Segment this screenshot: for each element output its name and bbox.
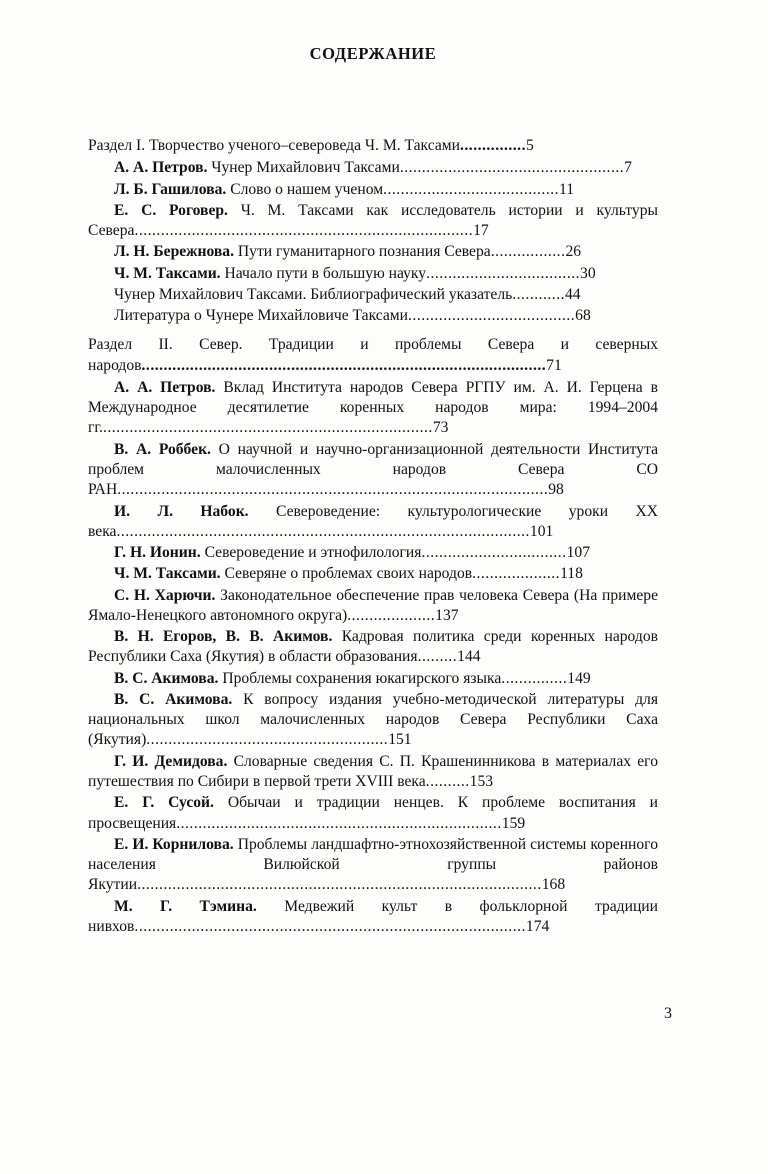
toc-entry[interactable] (88, 627, 658, 668)
folio-page-number: 3 (664, 1005, 672, 1022)
toc-entry-title: Кадровая политика среди коренных народов Республики Саха (Якутия) в области образования (88, 628, 658, 666)
toc-entry-author: В. Н. Егоров, В. В. Акимов. (114, 628, 333, 646)
toc-content (88, 44, 658, 938)
toc-entry-title: Слово о нашем ученом (230, 180, 384, 198)
toc-page-number: 7 (624, 159, 632, 177)
toc-entry-title: Обычаи и традиции ненцев. К проблеме воспитания и просвещения (88, 794, 658, 832)
toc-entry-title: Медвежий культ в фольклорной традиции нивхов (88, 897, 658, 935)
toc-page-number: 149 (567, 669, 591, 687)
toc-entry-title: Пути гуманитарного познания Севера (237, 243, 491, 261)
toc-page-number: 30 (580, 264, 596, 282)
toc-entry-author: В. С. Акимова. (114, 690, 233, 708)
toc-entry[interactable] (88, 440, 658, 501)
toc-leader: .......... (425, 772, 470, 790)
toc-entry[interactable] (88, 586, 658, 627)
toc-entry-title: Североведение: культурологические уроки XX века (88, 502, 658, 540)
toc-entry-title: Чунер Михайлович Таксами. Библиографический указатель (114, 285, 513, 303)
toc-entry[interactable] (88, 543, 658, 563)
toc-entry-author: Г. Н. Ионин. (114, 544, 201, 562)
toc-entry-title: Словарные сведения С. П. Крашенинникова в материалах его путешествия по Сибири в первой трети XVIII века (88, 752, 658, 790)
toc-entry-author: А. А. Петров. (114, 378, 216, 396)
toc-entry-author: Е. Г. Сусой. (114, 794, 214, 812)
toc-leader: ................. (490, 243, 566, 261)
toc-entry-title: Законодательное обеспечение прав человека Севера (На примере Ямало-Ненецкого автономного округа) (88, 586, 658, 624)
toc-page-number: 144 (457, 648, 481, 666)
toc-page-number: 151 (388, 731, 412, 749)
toc-leader: ......................................................................................... (134, 917, 526, 935)
toc-entry-author: А. А. Петров. (114, 159, 208, 177)
toc-entry-author: Ч. М. Таксами. (114, 565, 221, 583)
toc-leader: .............................................................................................. (116, 522, 530, 540)
toc-leader: ............................................................................................ (141, 356, 547, 374)
toc-page-number: 101 (529, 522, 554, 540)
toc-entry[interactable] (88, 264, 658, 284)
toc-entry[interactable] (88, 335, 658, 376)
toc-leader: ............ (512, 285, 565, 303)
toc-entry-title: Начало пути в большую науку (224, 264, 427, 282)
toc-leader: .................... (347, 606, 436, 624)
toc-entry-title: Северяне о проблемах своих народов (224, 565, 473, 583)
toc-leader: ............... (501, 669, 568, 687)
toc-leader: ................................. (421, 544, 567, 562)
toc-entry-title: К вопросу издания учебно-методической литературы для национальных школ малочисленных народов Севера Республики Саха (Якутия) (88, 690, 658, 749)
toc-entry[interactable] (88, 158, 658, 178)
toc-page-number: 159 (501, 814, 526, 832)
toc-entry-title: Раздел I. Творчество ученого–североведа Ч. М. Таксами (88, 137, 460, 154)
toc-entry[interactable] (88, 285, 658, 305)
toc-entry-author: Ч. М. Таксами. (114, 264, 221, 282)
toc-leader: .................................................................................................. (117, 481, 549, 499)
toc-entry[interactable] (88, 502, 658, 543)
toc-page-number: 137 (435, 606, 459, 624)
toc-page-number: 71 (546, 356, 562, 374)
toc-entry[interactable] (88, 669, 658, 689)
toc-entry-author: Л. Б. Гашилова. (114, 180, 227, 198)
toc-entry[interactable] (88, 201, 658, 242)
toc-entry-author: Е. И. Корнилова. (114, 835, 234, 853)
toc-entry[interactable] (88, 690, 658, 751)
toc-entry-title: Чунер Михайлович Таксами (211, 159, 400, 177)
toc-entry[interactable] (88, 242, 658, 262)
toc-leader: ............... (460, 137, 526, 154)
toc-leader: ........................................................................... (102, 419, 433, 437)
toc-page-number: 98 (548, 481, 564, 499)
toc-page-number: 26 (565, 243, 582, 261)
toc-entry-author: М. Г. Тэмина. (114, 897, 257, 915)
toc-entry[interactable] (88, 793, 658, 834)
toc-leader: ...................................... (408, 307, 576, 325)
toc-entry[interactable] (88, 136, 658, 156)
toc-entry-author: Г. И. Демидова. (114, 752, 228, 770)
toc-entry-title: Проблемы ландшафтно-этнохозяйственной системы коренного населения Вилюйской группы районов Якутии (88, 835, 658, 894)
toc-page-number: 107 (566, 544, 590, 562)
toc-entry[interactable] (88, 378, 658, 439)
toc-entry[interactable] (88, 180, 658, 200)
toc-leader: ................................................... (399, 159, 625, 177)
toc-entry-author: Л. Н. Бережнова. (114, 243, 234, 261)
toc-leader: .......................................................................... (176, 814, 502, 832)
toc-page-number: 118 (560, 565, 583, 583)
toc-page-number: 44 (565, 285, 581, 303)
toc-page-number: 153 (469, 772, 494, 790)
toc-entry-title: Литература о Чунере Михайловиче Таксами (114, 307, 409, 325)
toc-entry-title: Раздел II. Север. Традиции и проблемы Севера и северных народов (88, 336, 658, 374)
toc-entry-title: Североведение и этнофилология (204, 544, 422, 562)
toc-entry-author: В. А. Роббек. (114, 440, 211, 458)
toc-leader: ........................................ (383, 180, 560, 198)
toc-page-number: 73 (432, 419, 449, 437)
table-of-contents (88, 136, 658, 937)
toc-entry-title: О научной и научно-организационной деятельности Института проблем малочисленных народов Севера СО РАН (88, 440, 658, 499)
toc-leader: ....................................................... (146, 731, 389, 749)
toc-leader: ............................................................................................ (137, 876, 542, 894)
toc-page-number: 17 (473, 222, 489, 240)
toc-entry-author: В. С. Акимова. (114, 669, 219, 687)
toc-page-number: 168 (541, 876, 566, 894)
toc-entry[interactable] (88, 835, 658, 896)
toc-leader: ................................... (426, 264, 581, 282)
toc-entry[interactable] (88, 306, 658, 326)
page-title: СОДЕРЖАНИЕ (309, 44, 437, 63)
toc-page-number: 5 (525, 137, 534, 154)
toc-page-number: 174 (525, 917, 550, 935)
toc-entry[interactable] (88, 897, 658, 938)
toc-leader: ......... (417, 648, 458, 666)
toc-entry-author: С. Н. Харючи. (114, 586, 216, 604)
toc-entry-title: Проблемы сохранения юкагирского языка (222, 669, 502, 687)
toc-entry-author: И. Л. Набок. (114, 502, 249, 520)
toc-leader: .................... (472, 565, 561, 583)
toc-entry-title: Ч. М. Таксами как исследователь истории и культуры Севера (88, 201, 658, 240)
toc-entry-author: Е. С. Роговер. (114, 201, 228, 219)
toc-page-number: 11 (559, 180, 575, 198)
toc-entry-title: Вклад Института народов Севера РГПУ им. А. И. Герцена в Международное десятилетие коренных народов мира: 1994–2004 гг. (88, 378, 659, 437)
toc-leader: ............................................................................. (134, 222, 474, 240)
toc-entry[interactable] (88, 752, 658, 793)
toc-page-number: 68 (575, 307, 591, 325)
toc-entry[interactable] (88, 564, 658, 584)
